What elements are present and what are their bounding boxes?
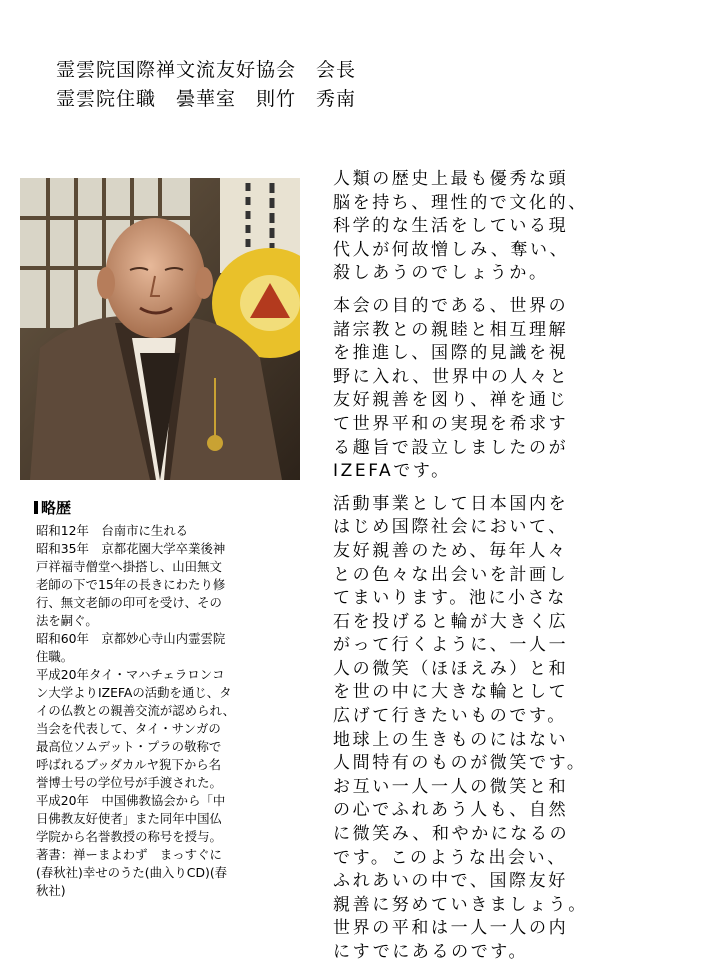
bio-line: 当会を代表して、タイ・サンガの	[36, 721, 221, 736]
main-line: 友好親善のため、毎年人々	[333, 540, 568, 561]
main-line: の心でふれあう人も、自然	[333, 800, 569, 821]
main-line: です。このような出会い、	[333, 847, 567, 868]
main-line: との色々な出会いを計画し	[333, 564, 569, 585]
page-header	[56, 56, 356, 114]
bio-line: イの仏教との親善交流が認められ、	[36, 703, 235, 718]
main-line: に微笑み、和やかになるの	[333, 824, 570, 845]
main-line: IZEFAです。	[333, 461, 451, 482]
bio-line: 学院から名誉教授の称号を授与。	[36, 829, 222, 844]
main-line: 殺しあうのでしょうか。	[333, 263, 549, 284]
main-line: にすでにあるのです。	[333, 942, 529, 962]
main-line: 石を投げると輪が大きく広	[333, 611, 569, 632]
bio-text	[36, 522, 292, 900]
main-line: 代人が何故憎しみ、奪い、	[333, 239, 570, 260]
bio-line: 秋社)	[36, 883, 66, 898]
main-text	[333, 168, 720, 974]
main-line: を世の中に大きな輪として	[333, 682, 569, 703]
bio-line: 平成20年 中国佛教協会から「中	[36, 793, 226, 808]
header-name-line: 霊雲院住職 曇華室 則竹 秀南	[56, 88, 357, 110]
main-line: 科学的な生活をしている現	[333, 216, 569, 237]
bio-line: ン大学よりIZEFAの活動を通じ、タ	[36, 685, 232, 700]
main-paragraph	[333, 493, 720, 965]
main-line: 親善に努めていきましょう。	[333, 894, 588, 915]
bio-heading	[34, 497, 71, 518]
main-line: 人の微笑（ほほえみ）と和	[333, 658, 569, 679]
main-paragraph	[333, 295, 720, 484]
bio-line: 行、無文老師の印可を受け、その	[36, 595, 222, 610]
bio-line: 最高位ソムデット・プラの敬称で	[36, 739, 222, 754]
heading-marker	[34, 501, 38, 514]
portrait-photo	[20, 178, 300, 480]
bio-line: 老師の下で15年の長きにわたり修	[36, 577, 226, 592]
main-line: 地球上の生きものにはない	[333, 729, 569, 750]
main-line: 野に入れ、世界中の人々と	[333, 366, 570, 387]
main-line: てまいります。池に小さな	[333, 588, 567, 609]
main-line: 広げて行きたいものです。	[333, 706, 567, 727]
main-line: 脳を持ち、理性的で文化的、	[333, 192, 588, 213]
bio-heading-label: 略歴	[41, 499, 72, 517]
main-line: 諸宗教との親睦と相互理解	[333, 319, 569, 340]
main-line: 人類の歴史上最も優秀な頭	[333, 169, 569, 189]
bio-line: 呼ばれるブッダカルヤ猊下から名	[36, 757, 221, 772]
main-line: る趣旨で設立しましたのが	[333, 437, 569, 458]
main-line: 人間特有のものが微笑です。	[333, 753, 587, 774]
main-line: 世界の平和は一人一人の内	[333, 918, 569, 939]
bio-line: 昭和12年 台南市に生れる	[36, 523, 189, 538]
bio-line: 著書：禅ーまよわず まっすぐに	[36, 847, 222, 862]
main-line: がって行くように、一人一	[333, 635, 569, 656]
bio-line: 日佛教友好使者」また同年中国仏	[36, 811, 222, 826]
main-line: 活動事業として日本国内を	[333, 493, 569, 514]
main-line: はじめ国際社会において、	[333, 517, 568, 538]
main-line: 友好親善を図り、禅を通じ	[333, 390, 569, 411]
bio-line: 昭和35年 京都花園大学卒業後神	[36, 541, 226, 556]
bio-line: 誉博士号の学位号が手渡された。	[36, 775, 222, 790]
bio-line: 平成20年タイ・マハチェラロンコ	[36, 667, 225, 682]
main-line: て世界平和の実現を希求す	[333, 413, 569, 434]
main-line: 本会の目的である、世界の	[333, 295, 569, 316]
main-paragraph	[333, 168, 720, 286]
main-line: ふれあいの中で、国際友好	[333, 871, 568, 892]
bio-line: 住職。	[36, 649, 74, 664]
bio-line: 戸祥福寺僧堂へ掛搭し、山田無文	[36, 559, 222, 574]
header-title-line: 霊雲院国際禅文流友好協会 会長	[56, 59, 357, 81]
main-line: を推進し、国際的見識を視	[333, 343, 569, 364]
bio-line: 法を嗣ぐ。	[36, 613, 98, 628]
bio-line: (春秋社)幸せのうた(曲入りCD)(春	[36, 865, 228, 880]
main-line: お互い一人一人の微笑と和	[333, 776, 569, 797]
bio-line: 昭和60年 京都妙心寺山内霊雲院	[36, 631, 226, 646]
